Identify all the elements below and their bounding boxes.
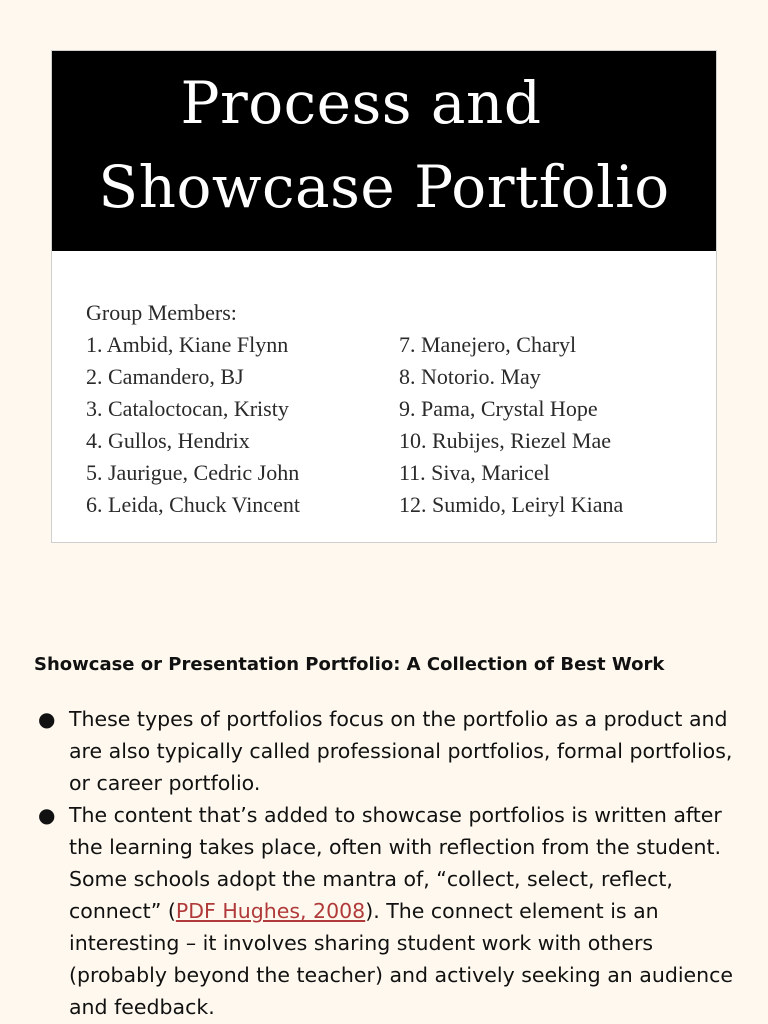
member-item: 11. Siva, Maricel xyxy=(399,460,550,485)
member-item: 7. Manejero, Charyl xyxy=(399,332,577,357)
member-item: 9. Pama, Crystal Hope xyxy=(399,396,598,421)
member-item: 12. Sumido, Leiryl Kiana xyxy=(399,492,624,517)
section-heading: Showcase or Presentation Portfolio: A Collection of Best Work xyxy=(34,654,665,675)
member-item: 8. Notorio. May xyxy=(399,364,541,389)
hughes-2008-link[interactable]: PDF Hughes, 2008 xyxy=(175,899,366,923)
bullet-text-after-link: ). The connect element is an interesting – it involves sharing student work with others (probably beyond the teacher) and actively seeking an audience and feedback. xyxy=(69,899,734,1019)
members-column-left xyxy=(86,297,300,521)
member-item: 6. Leida, Chuck Vincent xyxy=(86,492,300,517)
bullet-dot-icon: ● xyxy=(38,707,56,731)
title-line-2: Showcase Portfolio xyxy=(98,153,670,221)
bullet-text-before-link: The content that’s added to showcase portfolios is written after the learning takes place, often with reflection from the student. Some schools adopt the mantra of, “collect, select, reflect, connect” ( xyxy=(69,803,722,923)
bullet-text: These types of portfolios focus on the portfolio as a product and are also typically called professional portfolios, formal portfolios, or career portfolio. xyxy=(69,707,733,795)
bullet-list xyxy=(34,703,734,1023)
member-item: 3. Cataloctocan, Kristy xyxy=(86,396,289,421)
group-members-label: Group Members: xyxy=(86,300,237,325)
title-slide-card xyxy=(51,50,717,543)
bullet-item xyxy=(34,703,734,799)
bullet-item xyxy=(34,799,734,1023)
member-item: 1. Ambid, Kiane Flynn xyxy=(86,332,289,357)
slide-title xyxy=(52,61,716,229)
bullet-dot-icon: ● xyxy=(38,803,56,827)
member-item: 4. Gullos, Hendrix xyxy=(86,428,250,453)
member-item: 10. Rubijes, Riezel Mae xyxy=(399,428,612,453)
title-line-1: Process and xyxy=(180,69,542,137)
member-item: 2. Camandero, BJ xyxy=(86,364,244,389)
title-banner xyxy=(52,51,716,251)
member-item: 5. Jaurigue, Cedric John xyxy=(86,460,300,485)
members-column-right xyxy=(399,329,623,521)
